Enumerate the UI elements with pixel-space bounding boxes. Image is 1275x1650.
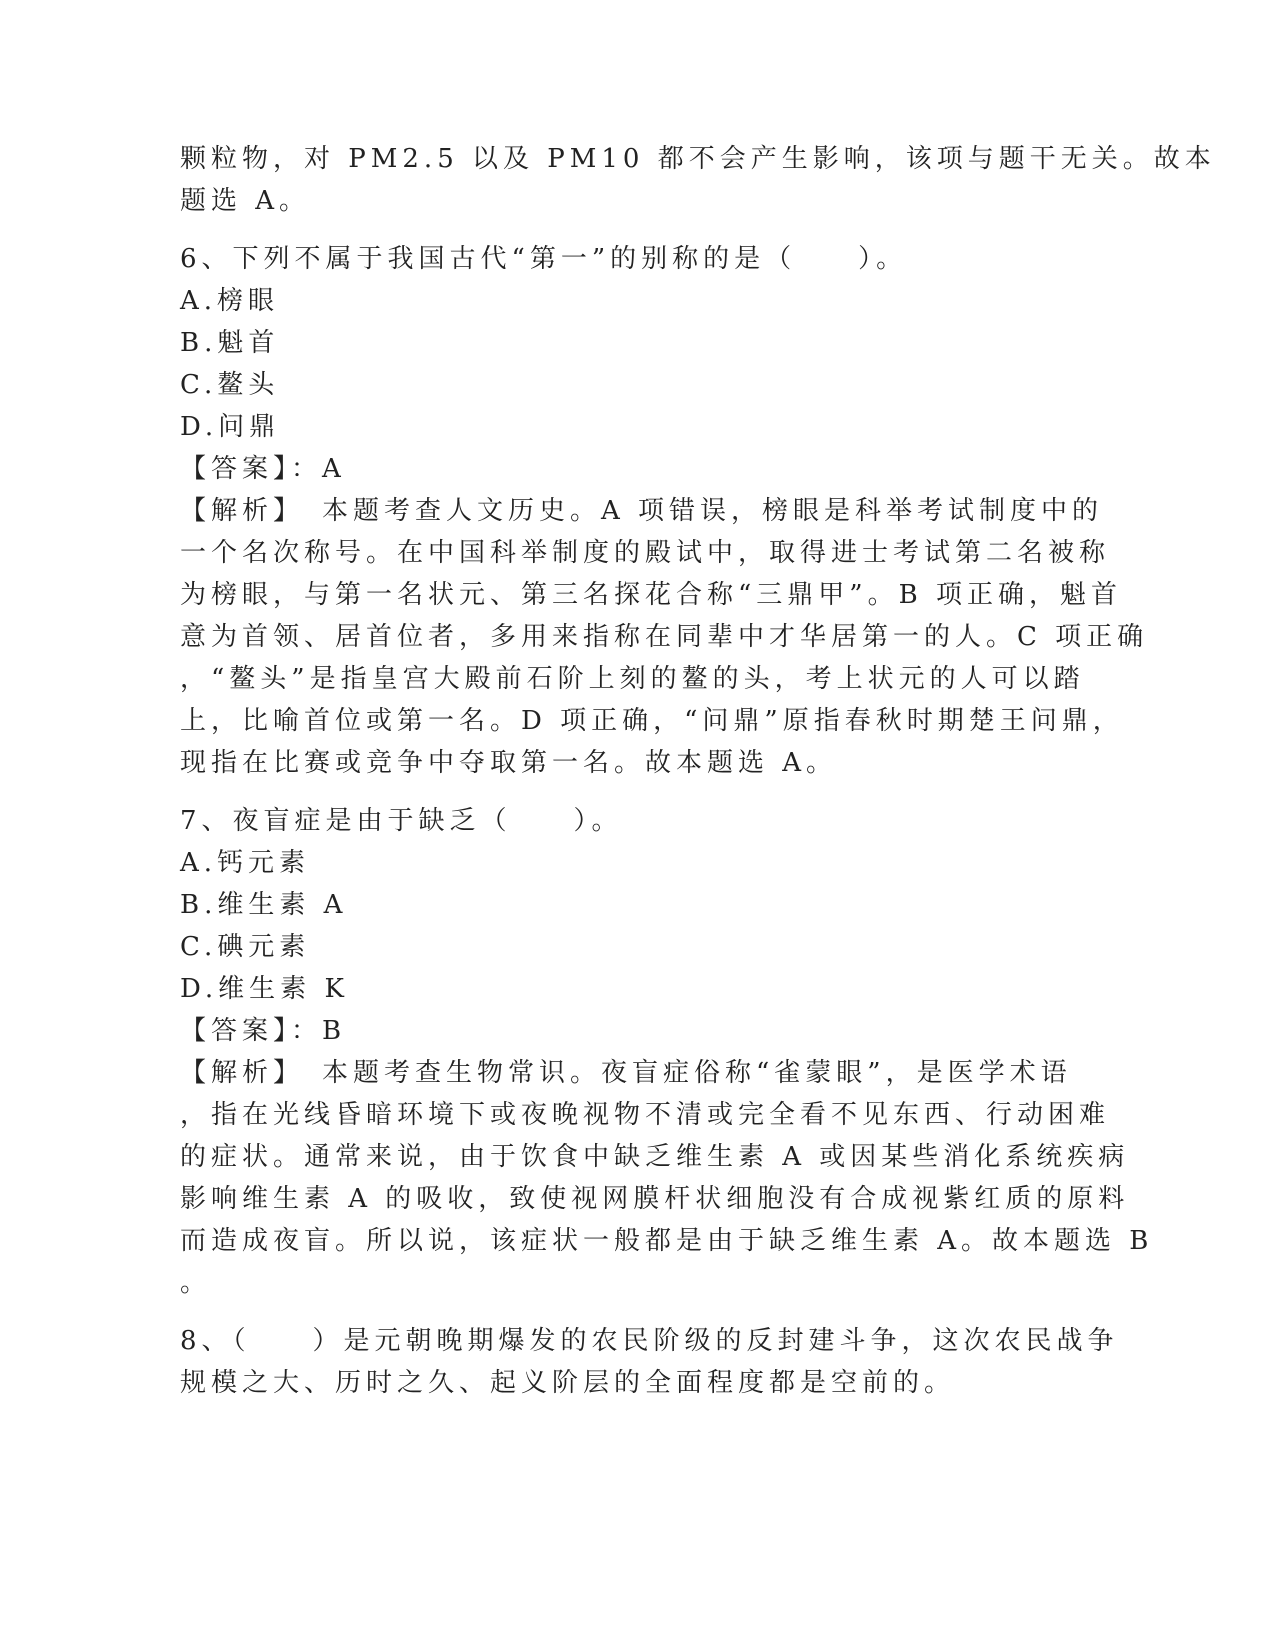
question-6 <box>180 238 1149 784</box>
answer-line: 【答案】：A <box>180 454 346 484</box>
analysis-line: 的症状。通常来说，由于饮食中缺乏维生素 A 或因某些消化系统疾病 <box>180 1142 1130 1172</box>
analysis-line: 【解析】 本题考查生物常识。夜盲症俗称“雀蒙眼”，是医学术语 <box>180 1058 1072 1088</box>
analysis-line: ，“鳌头”是指皇宫大殿前石阶上刻的鳌的头，考上状元的人可以踏 <box>180 664 1085 694</box>
question-8 <box>180 1320 1119 1404</box>
text-line: 颗粒物，对 PM2.5 以及 PM10 都不会产生影响，该项与题干无关。故本 <box>180 144 1216 174</box>
text-line: 题选 A。 <box>180 186 311 216</box>
question-stem: 8、（ ）是元朝晚期爆发的农民阶级的反封建斗争，这次农民战争 <box>180 1326 1119 1356</box>
analysis-line: 现指在比赛或竞争中夺取第一名。故本题选 A。 <box>180 748 838 778</box>
option-a: A.钙元素 <box>180 848 311 878</box>
analysis-line: 一个名次称号。在中国科举制度的殿试中，取得进士考试第二名被称 <box>180 538 1111 568</box>
answer-line: 【答案】：B <box>180 1016 347 1046</box>
question-stem: 7、夜盲症是由于缺乏（ ）。 <box>180 806 623 836</box>
option-d: D.问鼎 <box>180 412 281 442</box>
prev-explanation <box>180 138 1216 222</box>
analysis <box>180 490 1149 784</box>
analysis-line: ，指在光线昏暗环境下或夜晚视物不清或完全看不见东西、行动困难 <box>180 1100 1111 1130</box>
analysis-line: 【解析】 本题考查人文历史。A 项错误，榜眼是科举考试制度中的 <box>180 496 1104 526</box>
analysis-line: 意为首领、居首位者，多用来指称在同辈中才华居第一的人。C 项正确 <box>180 622 1149 652</box>
analysis-line: 为榜眼，与第一名状元、第三名探花合称“三鼎甲”。B 项正确，魁首 <box>180 580 1122 610</box>
question-stem: 6、下列不属于我国古代“第一”的别称的是（ ）。 <box>180 244 908 274</box>
analysis <box>180 1052 1154 1304</box>
document-page <box>180 138 1216 1404</box>
option-c: C.碘元素 <box>180 932 311 962</box>
option-a: A.榜眼 <box>180 286 280 316</box>
analysis-line: 而造成夜盲。所以说，该症状一般都是由于缺乏维生素 A。故本题选 B <box>180 1226 1154 1256</box>
analysis-line: 上，比喻首位或第一名。D 项正确，“问鼎”原指春秋时期楚王问鼎， <box>180 706 1124 736</box>
option-b: B.维生素 A <box>180 890 348 920</box>
question-7 <box>180 800 1154 1304</box>
option-d: D.维生素 K <box>180 974 349 1004</box>
option-b: B.魁首 <box>180 328 280 358</box>
analysis-line: 。 <box>180 1268 212 1298</box>
question-stem: 规模之大、历时之久、起义阶层的全面程度都是空前的。 <box>180 1368 956 1398</box>
option-c: C.鳌头 <box>180 370 280 400</box>
analysis-line: 影响维生素 A 的吸收，致使视网膜杆状细胞没有合成视紫红质的原料 <box>180 1184 1130 1214</box>
